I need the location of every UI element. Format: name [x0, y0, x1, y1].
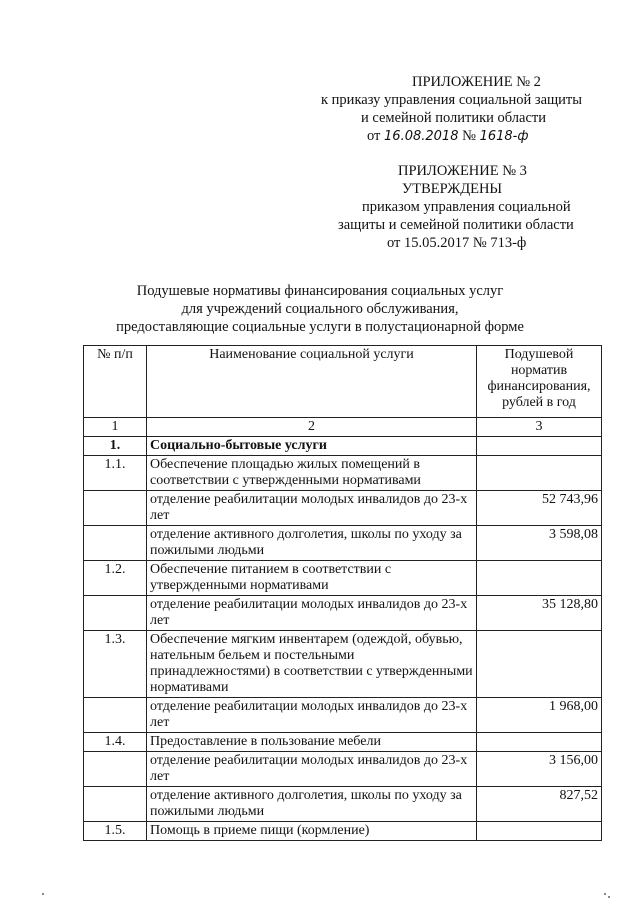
column-number: 1 [84, 418, 147, 437]
standards-table [83, 345, 602, 841]
row-number [84, 787, 147, 822]
service-name: Обеспечение питанием в соответствии с утвержденными нормативами [147, 561, 477, 596]
standard-value: 35 128,80 [477, 596, 602, 631]
column-number-row [84, 418, 602, 437]
appendix-2-order-line [367, 128, 528, 145]
appendix-3-line-2: защиты и семейной политики области [338, 217, 574, 233]
header-service-name: Наименование социальной услуги [147, 346, 477, 418]
document-title-line-3: предоставляющие социальные услуги в полустационарной форме [116, 319, 524, 335]
table-row [84, 733, 602, 752]
row-number: 1. [84, 437, 147, 456]
row-number [84, 526, 147, 561]
scan-speck [604, 893, 606, 895]
service-name: Обеспечение площадью жилых помещений в соответствии с утвержденными нормативами [147, 456, 477, 491]
standard-value [477, 631, 602, 698]
header-number: № п/п [84, 346, 147, 418]
standard-value [477, 561, 602, 596]
table-row [84, 631, 602, 698]
standard-value: 52 743,96 [477, 491, 602, 526]
service-name: отделение реабилитации молодых инвалидов до 23-х лет [147, 752, 477, 787]
table-row [84, 822, 602, 841]
table-row [84, 787, 602, 822]
service-name: Помощь в приеме пищи (кормление) [147, 822, 477, 841]
service-name: Обеспечение мягким инвентарем (одеждой, обувью, нательным бельем и постельными принадлежностями) в соответствии с утвержденными нормативами [147, 631, 477, 698]
table-row [84, 561, 602, 596]
appendix-2-line-1: к приказу управления социальной защиты [321, 92, 583, 108]
row-number [84, 752, 147, 787]
order-from-label: от [367, 128, 381, 144]
header-standard: Подушевой норматив финансирования, рублей в год [477, 346, 602, 418]
row-number: 1.2. [84, 561, 147, 596]
document-title-line-2: для учреждений социального обслуживания, [181, 301, 459, 317]
service-name: отделение активного долголетия, школы по уходу за пожилыми людьми [147, 526, 477, 561]
service-name: Предоставление в пользование мебели [147, 733, 477, 752]
table-row [84, 456, 602, 491]
row-number: 1.5. [84, 822, 147, 841]
appendix-3-line-3: от 15.05.2017 № 713-ф [387, 235, 527, 251]
service-name: отделение реабилитации молодых инвалидов до 23-х лет [147, 491, 477, 526]
table-row [84, 698, 602, 733]
service-name: отделение реабилитации молодых инвалидов до 23-х лет [147, 698, 477, 733]
table-row [84, 437, 602, 456]
column-number: 2 [147, 418, 477, 437]
appendix-2-line-2: и семейной политики области [361, 110, 547, 126]
order-number-label: № [462, 128, 476, 144]
column-number: 3 [477, 418, 602, 437]
row-number [84, 698, 147, 733]
row-number: 1.1. [84, 456, 147, 491]
service-name: Социально-бытовые услуги [147, 437, 477, 456]
row-number: 1.4. [84, 733, 147, 752]
standard-value [477, 437, 602, 456]
standard-value: 3 156,00 [477, 752, 602, 787]
scan-speck [608, 896, 610, 898]
standard-value [477, 733, 602, 752]
standard-value: 3 598,08 [477, 526, 602, 561]
standard-value: 827,52 [477, 787, 602, 822]
document-title-line-1: Подушевые нормативы финансирования социальных услуг [136, 283, 504, 299]
scan-speck [42, 893, 44, 895]
document-title [0, 282, 640, 336]
standard-value: 1 968,00 [477, 698, 602, 733]
row-number [84, 491, 147, 526]
standard-value [477, 822, 602, 841]
row-number [84, 596, 147, 631]
appendix-3-line-1: приказом управления социальной [362, 199, 571, 215]
table-row [84, 491, 602, 526]
table-row [84, 752, 602, 787]
row-number: 1.3. [84, 631, 147, 698]
table-row [84, 596, 602, 631]
standard-value [477, 456, 602, 491]
service-name: отделение реабилитации молодых инвалидов до 23-х лет [147, 596, 477, 631]
table-header-row [84, 346, 602, 418]
approved-label: УТВЕРЖДЕНЫ [402, 181, 503, 197]
table-row [84, 526, 602, 561]
handwritten-order-date: 16.08.2018 [384, 129, 459, 144]
appendix-2-title: ПРИЛОЖЕНИЕ № 2 [412, 74, 541, 90]
handwritten-order-number: 1618-ф [479, 129, 529, 144]
service-name: отделение активного долголетия, школы по уходу за пожилыми людьми [147, 787, 477, 822]
appendix-3-title: ПРИЛОЖЕНИЕ № 3 [398, 163, 527, 179]
